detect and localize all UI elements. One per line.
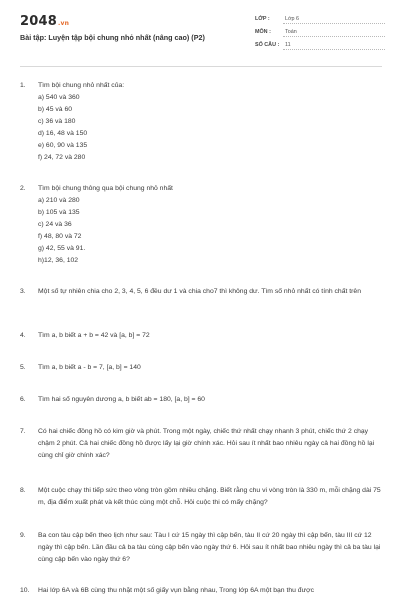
question-number: 2. [20,185,26,192]
question-text: Có hai chiếc đồng hồ có kim giờ và phút. Trong một ngày, chiếc thứ nhất chạy nhanh 3 phút, chiếc thứ 2 chạy chậm 2 phút. Cả hai chiếc đồng hồ được lấy lại giờ chính xác. Hỏi sau ít nhất bao nhiêu ngày cả hai đồng hồ lại cùng chỉ giờ chính xác? [38,428,375,459]
question-text: Tìm a, b biết a - b = 7, [a, b] = 140 [38,364,141,371]
question-option: f) 24, 72 và 280 [38,154,86,161]
question-option: h)12, 36, 102 [38,257,79,264]
logo-suffix: .vn [57,20,70,27]
meta-value: Toán [285,29,297,35]
question-text: Tìm bội chung nhỏ nhất của: [38,82,125,89]
question-option: c) 24 và 36 [38,221,72,228]
question-number: 7. [20,428,26,435]
meta-label: LỚP : [255,16,270,22]
question-text: Một số tự nhiên chia cho 2, 3, 4, 5, 6 đều dư 1 và chia cho7 thì không dư. Tìm số nhỏ nhất có tính chất trên [38,288,361,295]
question-number: 9. [20,532,26,539]
question-number: 1. [20,82,26,89]
worksheet-title: Bài tập: Luyện tập bội chung nhỏ nhất (nâng cao) (P2) [20,33,205,42]
question-option: b) 105 và 135 [38,209,80,216]
question-option: d) 16, 48 và 150 [38,130,88,137]
question-number: 5. [20,364,26,371]
meta-label: MÔN : [255,29,271,35]
question-option: b) 45 và 60 [38,106,73,113]
question-text: Ba con tàu cập bến theo lịch như sau: Tàu I cứ 15 ngày thì cập bến, tàu II cứ 20 ngày thì cập bến, tàu III cứ 12 ngày thì cập bến. Lần đầu cả ba tàu cùng cập bến vào ngày thứ 6. Hỏi sau ít nhất bao nhiêu ngày thì cả ba tàu lại cùng cập bến vào ngày thứ 6? [38,532,381,563]
question-option: c) 36 và 180 [38,118,76,125]
question-text: Hai lớp 6A và 6B cùng thu nhặt một số giấy vụn bằng nhau, Trong lớp 6A một bạn thu được [38,587,314,594]
question-number: 4. [20,332,26,339]
question-option: a) 210 và 280 [38,197,80,204]
meta-label: SỐ CÂU : [255,42,280,48]
question-option: f) 48, 80 và 72 [38,233,82,240]
question-text: Tìm bội chung thông qua bội chung nhỏ nhất [38,185,173,192]
question-option: g) 42, 55 và 91. [38,245,86,252]
question-text: Một cuộc chạy thi tiếp sức theo vòng tròn gồm nhiều chặng. Biết rằng chu vi vòng tròn là 330 m, mỗi chặng dài 75 m, địa điểm xuất phát và kết thúc cùng một chỗ. Hỏi cuộc thi có mấy chặng? [38,487,381,506]
logo-text: 2048 [20,14,57,29]
question-number: 6. [20,396,26,403]
question-number: 3. [20,288,26,295]
question-text: Tìm a, b biết a + b = 42 và [a, b] = 72 [38,332,150,339]
question-number: 10. [20,587,30,594]
meta-value: Lớp 6 [285,16,300,22]
meta-value: 11 [285,42,291,48]
question-number: 8. [20,487,26,494]
question-text: Tìm hai số nguyên dương a, b biết ab = 180, [a, b] = 60 [38,396,205,403]
question-option: a) 540 và 360 [38,94,80,101]
question-option: e) 60, 90 và 135 [38,142,88,149]
